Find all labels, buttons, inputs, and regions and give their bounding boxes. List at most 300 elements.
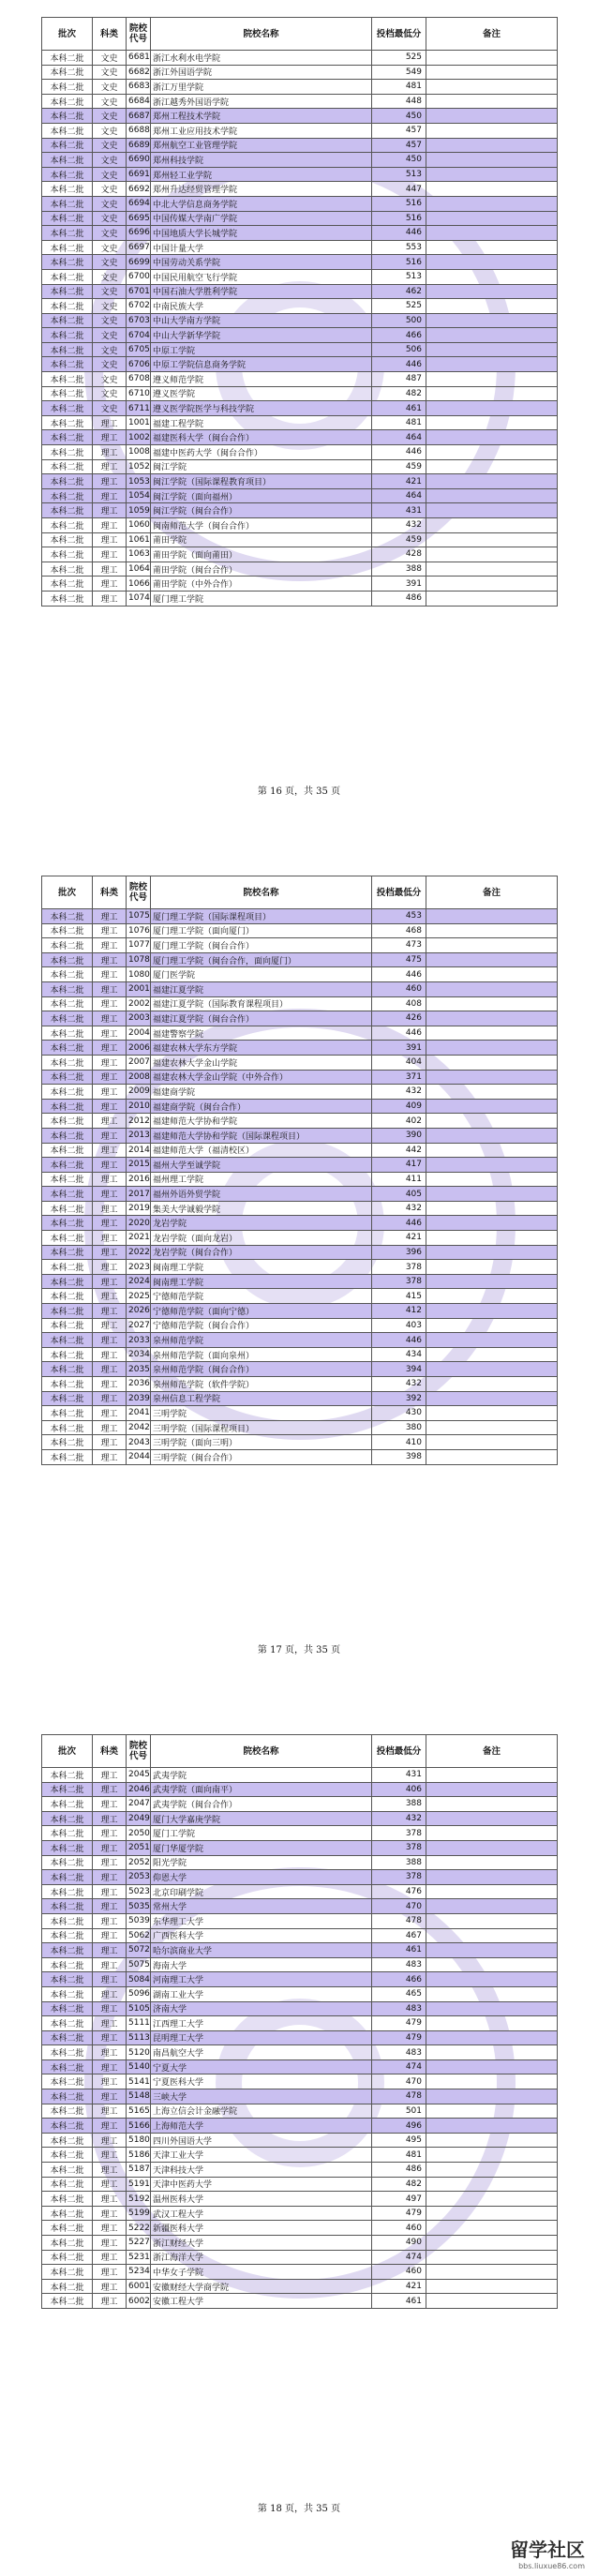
cell-score: 461	[372, 1943, 426, 1958]
cell-code: 5084	[127, 1972, 151, 1987]
cell-batch: 本科二批	[42, 372, 93, 387]
cell-note	[426, 386, 558, 401]
cell-name: 遵义医学院	[151, 386, 372, 401]
cell-note	[426, 1391, 558, 1406]
cell-note	[426, 109, 558, 124]
cell-subject: 理工	[93, 1114, 127, 1129]
cell-note	[426, 153, 558, 168]
cell-code: 1001	[127, 415, 151, 430]
cell-name: 福建商学院	[151, 1085, 372, 1100]
cell-name: 中华女子学院	[151, 2265, 372, 2280]
table-row	[42, 1957, 558, 1972]
cell-note	[426, 1377, 558, 1392]
cell-name: 福州理工学院	[151, 1172, 372, 1187]
site-logo[interactable]	[510, 2535, 585, 2570]
cell-subject: 理工	[93, 2001, 127, 2016]
cell-score: 388	[372, 1797, 426, 1812]
cell-name: 厦门理工学院（面向厦门）	[151, 923, 372, 938]
cell-score: 457	[372, 123, 426, 138]
cell-name: 郑州科技学院	[151, 153, 372, 168]
cell-code: 2019	[127, 1201, 151, 1216]
cell-note	[426, 1201, 558, 1216]
cell-subject: 文史	[93, 51, 127, 66]
cell-batch: 本科二批	[42, 532, 93, 547]
cell-score: 421	[372, 1231, 426, 1246]
cell-note	[426, 2089, 558, 2104]
cell-code: 1074	[127, 591, 151, 606]
cell-code: 6683	[127, 80, 151, 95]
cell-score: 506	[372, 342, 426, 357]
cell-name: 宁德师范学院（闽台合作）	[151, 1318, 372, 1333]
cell-name: 广西医科大学	[151, 1928, 372, 1943]
cell-name: 福建警察学院	[151, 1026, 372, 1041]
cell-score: 421	[372, 2279, 426, 2294]
cell-score: 442	[372, 1143, 426, 1158]
cell-score: 479	[372, 2206, 426, 2221]
cell-subject: 文史	[93, 342, 127, 357]
cell-batch: 本科二批	[42, 1972, 93, 1987]
cell-name: 厦门华厦学院	[151, 1840, 372, 1855]
cell-subject: 理工	[93, 2148, 127, 2163]
table-row	[42, 1884, 558, 1899]
cell-name: 郑州轻工业学院	[151, 167, 372, 182]
cell-note	[426, 1420, 558, 1435]
cell-note	[426, 1245, 558, 1260]
cell-subject: 理工	[93, 1231, 127, 1246]
table-row	[42, 2177, 558, 2192]
cell-subject: 理工	[93, 2133, 127, 2148]
cell-score: 417	[372, 1158, 426, 1173]
cell-batch: 本科二批	[42, 1085, 93, 1100]
table-row	[42, 255, 558, 270]
cell-name: 福建师范大学协和学院（国际课程项目）	[151, 1128, 372, 1143]
cell-note	[426, 1826, 558, 1841]
cell-batch: 本科二批	[42, 996, 93, 1011]
cell-subject: 文史	[93, 153, 127, 168]
cell-name: 福建师范大学（福清校区）	[151, 1143, 372, 1158]
cell-batch: 本科二批	[42, 1928, 93, 1943]
cell-subject: 理工	[93, 2206, 127, 2221]
cell-subject: 文史	[93, 182, 127, 197]
table-row	[42, 2221, 558, 2236]
cell-name: 中国民用航空飞行学院	[151, 269, 372, 284]
cell-note	[426, 1782, 558, 1797]
cell-name: 福建江夏学院	[151, 981, 372, 996]
cell-score: 486	[372, 2163, 426, 2178]
cell-name: 三峡大学	[151, 2089, 372, 2104]
cell-batch: 本科二批	[42, 167, 93, 182]
table-row	[42, 996, 558, 1011]
cell-subject: 理工	[93, 430, 127, 445]
cell-score: 450	[372, 109, 426, 124]
cell-score: 553	[372, 240, 426, 255]
cell-score: 371	[372, 1070, 426, 1085]
table-row	[42, 2250, 558, 2265]
admission-table	[41, 876, 558, 1465]
cell-name: 武汉工程大学	[151, 2206, 372, 2221]
cell-batch: 本科二批	[42, 1128, 93, 1143]
cell-code: 2039	[127, 1391, 151, 1406]
cell-subject: 文史	[93, 109, 127, 124]
cell-batch: 本科二批	[42, 952, 93, 967]
cell-score: 490	[372, 2236, 426, 2251]
cell-batch: 本科二批	[42, 1274, 93, 1289]
table-row	[42, 488, 558, 503]
cell-subject: 理工	[93, 1362, 127, 1377]
column-header-batch: 批次	[42, 18, 93, 51]
cell-subject: 理工	[93, 1972, 127, 1987]
cell-batch: 本科二批	[42, 2030, 93, 2045]
table-row	[42, 591, 558, 606]
column-header-subject: 科类	[93, 1735, 127, 1768]
table-row	[42, 1274, 558, 1289]
cell-code: 2007	[127, 1055, 151, 1070]
cell-batch: 本科二批	[42, 2059, 93, 2074]
cell-batch: 本科二批	[42, 2177, 93, 2192]
cell-code: 2035	[127, 1362, 151, 1377]
admission-table	[41, 17, 558, 607]
cell-note	[426, 269, 558, 284]
cell-batch: 本科二批	[42, 488, 93, 503]
cell-score: 495	[372, 2133, 426, 2148]
cell-score: 516	[372, 255, 426, 270]
cell-score: 486	[372, 591, 426, 606]
table-row	[42, 1449, 558, 1464]
cell-code: 2012	[127, 1114, 151, 1129]
cell-code: 5222	[127, 2221, 151, 2236]
cell-code: 2051	[127, 1840, 151, 1855]
cell-name: 闽南师范大学（闽台合作）	[151, 518, 372, 533]
cell-score: 500	[372, 313, 426, 328]
table-row	[42, 938, 558, 953]
cell-batch: 本科二批	[42, 2236, 93, 2251]
cell-name: 中山大学新华学院	[151, 328, 372, 343]
cell-subject: 理工	[93, 1143, 127, 1158]
cell-subject: 理工	[93, 547, 127, 562]
cell-note	[426, 2265, 558, 2280]
table-row	[42, 342, 558, 357]
table-row	[42, 1377, 558, 1392]
cell-note	[426, 1143, 558, 1158]
cell-note	[426, 94, 558, 109]
cell-subject: 理工	[93, 2250, 127, 2265]
cell-score: 474	[372, 2250, 426, 2265]
table-row	[42, 2279, 558, 2294]
cell-subject: 理工	[93, 996, 127, 1011]
cell-batch: 本科二批	[42, 2148, 93, 2163]
cell-note	[426, 1187, 558, 1202]
cell-code: 1052	[127, 459, 151, 474]
cell-note	[426, 1318, 558, 1333]
cell-note	[426, 342, 558, 357]
table-row	[42, 981, 558, 996]
cell-name: 中国劳动关系学院	[151, 255, 372, 270]
cell-score: 478	[372, 2089, 426, 2104]
cell-code: 2001	[127, 981, 151, 996]
cell-code: 6682	[127, 65, 151, 80]
cell-subject: 文史	[93, 196, 127, 211]
cell-score: 476	[372, 1884, 426, 1899]
cell-subject: 理工	[93, 1187, 127, 1202]
cell-code: 2024	[127, 1274, 151, 1289]
cell-code: 6684	[127, 94, 151, 109]
cell-subject: 理工	[93, 562, 127, 577]
cell-subject: 文史	[93, 255, 127, 270]
cell-score: 428	[372, 547, 426, 562]
cell-name: 龙岩学院（闽台合作）	[151, 1245, 372, 1260]
cell-code: 2026	[127, 1304, 151, 1319]
cell-score: 496	[372, 2119, 426, 2134]
cell-subject: 理工	[93, 2104, 127, 2119]
table-row	[42, 459, 558, 474]
cell-subject: 理工	[93, 2192, 127, 2207]
cell-name: 遵义师范学院	[151, 372, 372, 387]
cell-note	[426, 1884, 558, 1899]
cell-note	[426, 299, 558, 314]
cell-code: 6708	[127, 372, 151, 387]
cell-score: 402	[372, 1114, 426, 1129]
cell-batch: 本科二批	[42, 2001, 93, 2016]
cell-code: 1080	[127, 967, 151, 982]
cell-score: 459	[372, 532, 426, 547]
cell-batch: 本科二批	[42, 1362, 93, 1377]
cell-batch: 本科二批	[42, 2119, 93, 2134]
table-row	[42, 401, 558, 416]
table-row	[42, 1782, 558, 1797]
cell-score: 513	[372, 167, 426, 182]
cell-name: 莆田学院	[151, 532, 372, 547]
cell-batch: 本科二批	[42, 909, 93, 924]
cell-subject: 理工	[93, 1172, 127, 1187]
table-row	[42, 2192, 558, 2207]
cell-score: 461	[372, 2294, 426, 2309]
cell-code: 2045	[127, 1768, 151, 1783]
cell-subject: 理工	[93, 1158, 127, 1173]
cell-subject: 文史	[93, 372, 127, 387]
table-row	[42, 357, 558, 372]
cell-batch: 本科二批	[42, 138, 93, 153]
cell-code: 1008	[127, 445, 151, 460]
cell-note	[426, 532, 558, 547]
cell-note	[426, 547, 558, 562]
cell-note	[426, 2279, 558, 2294]
table-row	[42, 1347, 558, 1362]
cell-subject: 理工	[93, 2119, 127, 2134]
cell-note	[426, 1913, 558, 1928]
cell-note	[426, 357, 558, 372]
table-row	[42, 2089, 558, 2104]
table-row	[42, 1260, 558, 1275]
cell-subject: 理工	[93, 591, 127, 606]
cell-score: 466	[372, 328, 426, 343]
table-row	[42, 923, 558, 938]
cell-name: 福建工程学院	[151, 415, 372, 430]
cell-batch: 本科二批	[42, 1347, 93, 1362]
cell-name: 浙江越秀外国语学院	[151, 94, 372, 109]
cell-name: 厦门理工学院（闽台合作，面向厦门）	[151, 952, 372, 967]
cell-note	[426, 1768, 558, 1783]
cell-name: 厦门理工学院（国际课程项目）	[151, 909, 372, 924]
cell-code: 2017	[127, 1187, 151, 1202]
cell-note	[426, 182, 558, 197]
table-row	[42, 1362, 558, 1377]
cell-code: 6688	[127, 123, 151, 138]
cell-subject: 文史	[93, 269, 127, 284]
cell-subject: 理工	[93, 1826, 127, 1841]
cell-score: 411	[372, 1172, 426, 1187]
table-row	[42, 577, 558, 592]
cell-subject: 理工	[93, 2030, 127, 2045]
cell-score: 450	[372, 153, 426, 168]
cell-note	[426, 2148, 558, 2163]
table-row	[42, 1986, 558, 2001]
cell-note	[426, 938, 558, 953]
table-row	[42, 1085, 558, 1100]
cell-code: 2050	[127, 1826, 151, 1841]
cell-name: 武夷学院（面向南平）	[151, 1782, 372, 1797]
cell-score: 453	[372, 909, 426, 924]
cell-code: 1061	[127, 532, 151, 547]
cell-code: 5191	[127, 2177, 151, 2192]
cell-subject: 理工	[93, 2089, 127, 2104]
cell-note	[426, 1435, 558, 1450]
table-row	[42, 328, 558, 343]
table-row	[42, 547, 558, 562]
cell-subject: 理工	[93, 1899, 127, 1914]
cell-score: 474	[372, 2059, 426, 2074]
table-row	[42, 1943, 558, 1958]
cell-code: 5140	[127, 2059, 151, 2074]
cell-name: 遵义医学院医学与科技学院	[151, 401, 372, 416]
cell-score: 483	[372, 2001, 426, 2016]
cell-subject: 理工	[93, 1913, 127, 1928]
cell-batch: 本科二批	[42, 1768, 93, 1783]
table-row	[42, 138, 558, 153]
cell-name: 集美大学诚毅学院	[151, 1201, 372, 1216]
table-row	[42, 2119, 558, 2134]
column-header-name: 院校名称	[151, 876, 372, 909]
cell-batch: 本科二批	[42, 123, 93, 138]
table-row	[42, 65, 558, 80]
cell-batch: 本科二批	[42, 313, 93, 328]
cell-code: 6694	[127, 196, 151, 211]
cell-note	[426, 430, 558, 445]
cell-code: 2023	[127, 1260, 151, 1275]
cell-subject: 理工	[93, 1011, 127, 1026]
cell-subject: 理工	[93, 445, 127, 460]
cell-score: 466	[372, 1972, 426, 1987]
cell-name: 北京印刷学院	[151, 1884, 372, 1899]
cell-score: 479	[372, 2030, 426, 2045]
cell-code: 2046	[127, 1782, 151, 1797]
cell-code: 5141	[127, 2074, 151, 2089]
cell-subject: 理工	[93, 1797, 127, 1812]
cell-name: 浙江水利水电学院	[151, 51, 372, 66]
cell-note	[426, 1172, 558, 1187]
cell-note	[426, 1099, 558, 1114]
cell-batch: 本科二批	[42, 2294, 93, 2309]
cell-batch: 本科二批	[42, 1026, 93, 1041]
cell-code: 6699	[127, 255, 151, 270]
cell-batch: 本科二批	[42, 415, 93, 430]
cell-note	[426, 1811, 558, 1826]
table-row	[42, 226, 558, 241]
cell-batch: 本科二批	[42, 2206, 93, 2221]
cell-subject: 文史	[93, 313, 127, 328]
cell-note	[426, 1957, 558, 1972]
cell-subject: 理工	[93, 938, 127, 953]
cell-subject: 理工	[93, 1099, 127, 1114]
cell-score: 482	[372, 386, 426, 401]
cell-name: 郑州升达经贸管理学院	[151, 182, 372, 197]
cell-name: 宁夏大学	[151, 2059, 372, 2074]
table-row	[42, 1913, 558, 1928]
cell-name: 济南大学	[151, 2001, 372, 2016]
cell-name: 河南理工大学	[151, 1972, 372, 1987]
cell-code: 6706	[127, 357, 151, 372]
cell-score: 549	[372, 65, 426, 80]
cell-batch: 本科二批	[42, 1099, 93, 1114]
cell-score: 378	[372, 1274, 426, 1289]
cell-batch: 本科二批	[42, 938, 93, 953]
cell-name: 宁夏医科大学	[151, 2074, 372, 2089]
cell-name: 武夷学院	[151, 1768, 372, 1783]
cell-code: 2009	[127, 1085, 151, 1100]
cell-name: 中国石油大学胜利学院	[151, 284, 372, 299]
cell-subject: 理工	[93, 1041, 127, 1056]
cell-batch: 本科二批	[42, 2074, 93, 2089]
cell-code: 2052	[127, 1855, 151, 1870]
cell-code: 6681	[127, 51, 151, 66]
cell-batch: 本科二批	[42, 1420, 93, 1435]
cell-code: 2003	[127, 1011, 151, 1026]
cell-batch: 本科二批	[42, 226, 93, 241]
cell-code: 2047	[127, 1797, 151, 1812]
table-row	[42, 2045, 558, 2060]
column-header-name: 院校名称	[151, 1735, 372, 1768]
cell-name: 新疆医科大学	[151, 2221, 372, 2236]
cell-batch: 本科二批	[42, 2016, 93, 2031]
cell-score: 432	[372, 1377, 426, 1392]
cell-note	[426, 981, 558, 996]
cell-subject: 理工	[93, 1986, 127, 2001]
cell-code: 5186	[127, 2148, 151, 2163]
cell-batch: 本科二批	[42, 269, 93, 284]
page-17	[0, 859, 598, 1717]
cell-score: 398	[372, 1449, 426, 1464]
cell-score: 473	[372, 938, 426, 953]
cell-name: 安徽财经大学商学院	[151, 2279, 372, 2294]
cell-score: 462	[372, 284, 426, 299]
cell-code: 2025	[127, 1289, 151, 1304]
cell-name: 泉州师范学院（软件学院）	[151, 1377, 372, 1392]
cell-batch: 本科二批	[42, 1158, 93, 1173]
cell-note	[426, 211, 558, 226]
cell-code: 2016	[127, 1172, 151, 1187]
cell-name: 厦门工学院	[151, 1826, 372, 1841]
cell-note	[426, 255, 558, 270]
cell-note	[426, 80, 558, 95]
column-header-code: 院校代号	[127, 1735, 151, 1768]
cell-score: 446	[372, 445, 426, 460]
cell-code: 5035	[127, 1899, 151, 1914]
cell-note	[426, 996, 558, 1011]
cell-subject: 理工	[93, 1055, 127, 1070]
cell-batch: 本科二批	[42, 1231, 93, 1246]
cell-code: 5192	[127, 2192, 151, 2207]
table-row	[42, 1391, 558, 1406]
cell-subject: 理工	[93, 1333, 127, 1348]
